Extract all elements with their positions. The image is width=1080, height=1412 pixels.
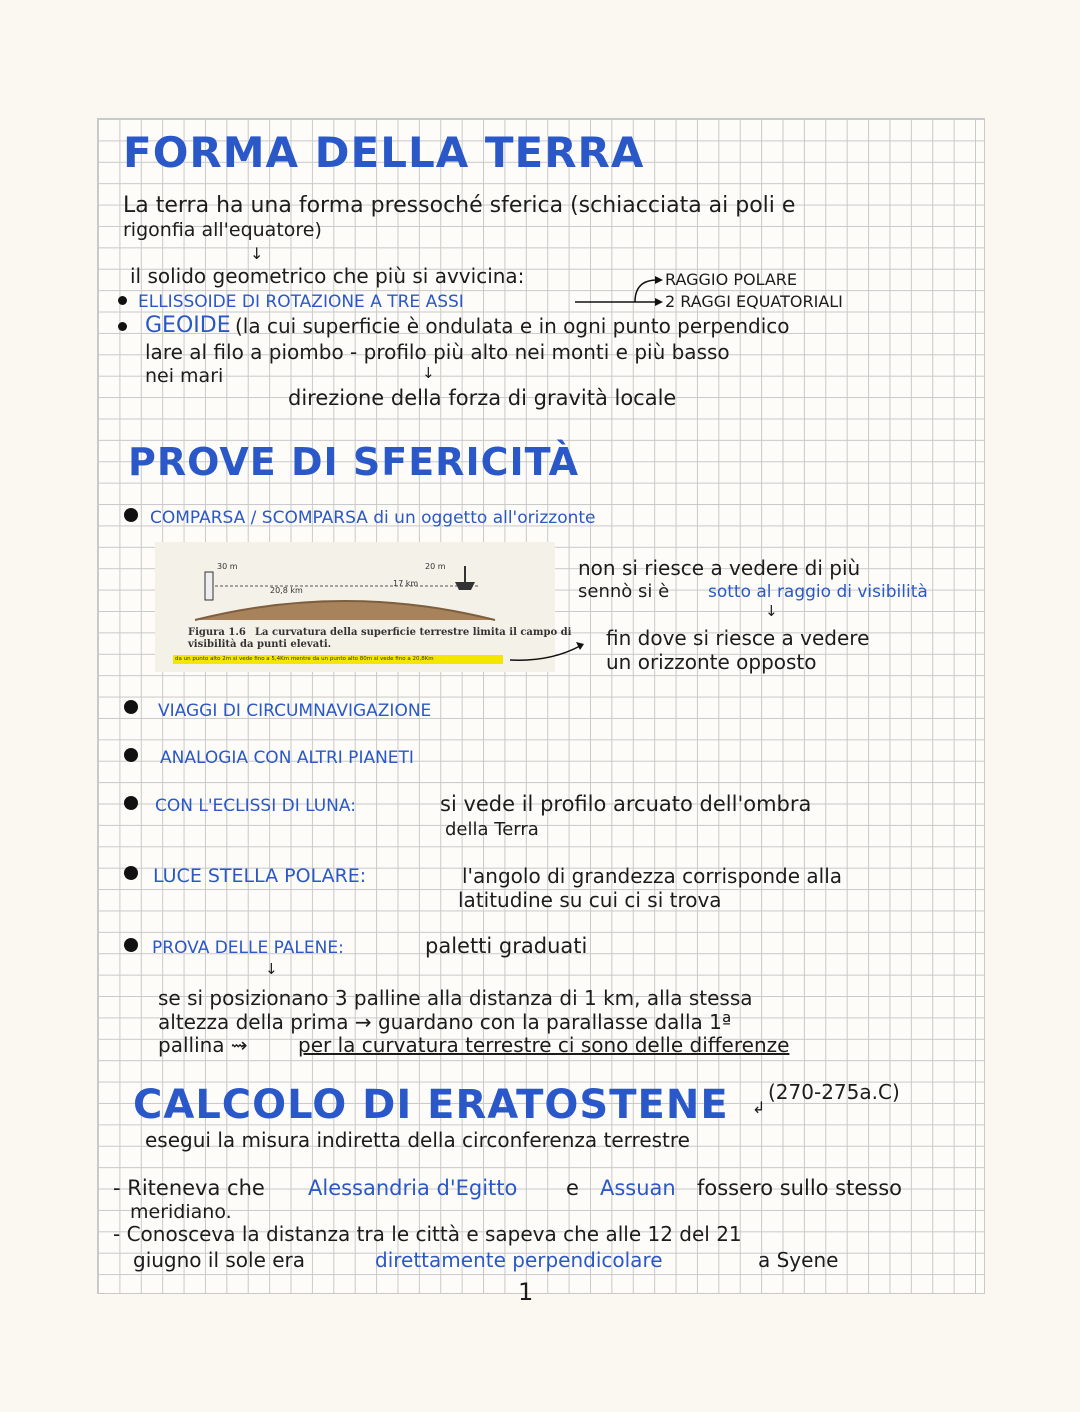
caption-number: Figura 1.6 [188,627,246,638]
caption-line2: visibilità da punti elevati. [188,639,332,650]
riteneva-e: e [566,1176,579,1200]
label-30m: 30 m [217,562,238,571]
down-arrow-icon: ↓ [422,364,435,382]
riteneva-b: fossero sullo stesso [697,1176,903,1200]
comparsa: COMPARSA / SCOMPARSA di un oggetto all'orizzonte [150,508,596,528]
heading-prove: PROVE DI SFERICITÀ [128,440,579,484]
calcolo-intro: esegui la misura indiretta della circonferenza terrestre [145,1128,690,1152]
ship-icon [455,582,475,590]
bullet-icon [124,796,138,810]
palene: PROVA DELLE PALENE: [152,938,344,958]
luce-line2: latitudine su cui ci si trova [458,888,722,912]
analogia: ANALOGIA CON ALTRI PIANETI [160,748,414,768]
intro-line1: La terra ha una forma pressoché sferica (schiacciata ai poli e [123,193,796,218]
note-line2a: sennò si è [578,581,670,602]
arrow-to-raggi-icon [575,272,665,312]
luce-line1: l'angolo di grandezza corrisponde alla [462,864,843,888]
solido-line: il solido geometrico che più si avvicina: [130,264,525,288]
bullet-icon [124,508,138,522]
bullet-icon [118,322,127,331]
note-line1: non si riesce a vedere di più [578,556,861,580]
geoide-line2: lare al filo a piombo - profilo più alto nei monti e più basso [145,340,730,364]
viaggi: VIAGGI DI CIRCUMNAVIGAZIONE [158,701,432,721]
luce: LUCE STELLA POLARE: [153,865,367,887]
bullet-icon [124,748,138,762]
alessandria: Alessandria d'Egitto [308,1176,518,1200]
heading-forma: FORMA DELLA TERRA [123,128,645,177]
geoide-line1: (la cui superficie è ondulata e in ogni punto perpendico [235,314,790,338]
geoide-line3: nei mari [145,365,224,387]
label-20-8km: 20,8 km [270,586,303,595]
highlight-note [173,655,503,664]
down-arrow-icon: ↓ [265,960,278,978]
curvature-figure [155,542,572,672]
lighthouse-icon [205,572,213,600]
eclissi-line2: della Terra [445,819,539,840]
giugno-a: giugno il sole era [133,1248,306,1272]
label-17km: 17 km [393,579,419,588]
bullet-icon [124,700,138,714]
bullet-icon [124,938,138,952]
assuan: Assuan [600,1176,676,1200]
down-arrow-icon: ↓ [250,244,264,263]
raggi-equatoriali: 2 RAGGI EQUATORIALI [665,292,843,311]
bullet-icon [124,866,138,880]
palene-line3a: pallina ⇝ [158,1033,248,1057]
caption-line1: La curvatura della superficie terrestre limita il campo di [255,627,572,638]
note-line4: un orizzonte opposto [606,650,817,674]
meridiano: meridiano. [130,1201,232,1223]
riteneva-a: - Riteneva che [113,1176,265,1200]
label-20m: 20 m [425,562,446,571]
palene-text: paletti graduati [425,934,588,958]
raggio-polare: RAGGIO POLARE [665,270,798,289]
giugno-b: direttamente perpendicolare [375,1248,663,1272]
arrow-to-figure-icon [510,640,590,670]
page-number: 1 [518,1278,534,1306]
calcolo-date: (270-275a.C) [768,1080,900,1104]
note-line2b: sotto al raggio di visibilità [708,582,928,602]
curved-arrow-icon: ↲ [752,1098,766,1117]
intro-line2: rigonfia all'equatore) [123,219,322,241]
conosceva: - Conosceva la distanza tra le città e sapeva che alle 12 del 21 [113,1222,742,1246]
eclissi: CON L'ECLISSI DI LUNA: [155,796,356,816]
geoide: GEOIDE [145,313,231,338]
down-arrow-icon: ↓ [765,602,778,620]
palene-line2: altezza della prima → guardano con la parallasse dalla 1ª [158,1010,732,1034]
palene-line3b: per la curvatura terrestre ci sono delle differenze [298,1033,790,1057]
bullet-icon [118,296,127,305]
ellissoide: ELLISSOIDE DI ROTAZIONE A TRE ASSI [138,292,464,312]
highlight-text: da un punto alto 2m si vede fino a 5,4Km mentre da un punto alto 80m si vede fino a 20,8Km [175,656,434,662]
direzione: direzione della forza di gravità locale [288,386,677,410]
heading-calcolo: CALCOLO DI ERATOSTENE [133,1082,729,1128]
palene-line1: se si posizionano 3 palline alla distanza di 1 km, alla stessa [158,986,753,1010]
note-line3: fin dove si riesce a vedere [606,626,870,650]
giugno-c: a Syene [758,1248,839,1272]
eclissi-line1: si vede il profilo arcuato dell'ombra [440,792,812,816]
